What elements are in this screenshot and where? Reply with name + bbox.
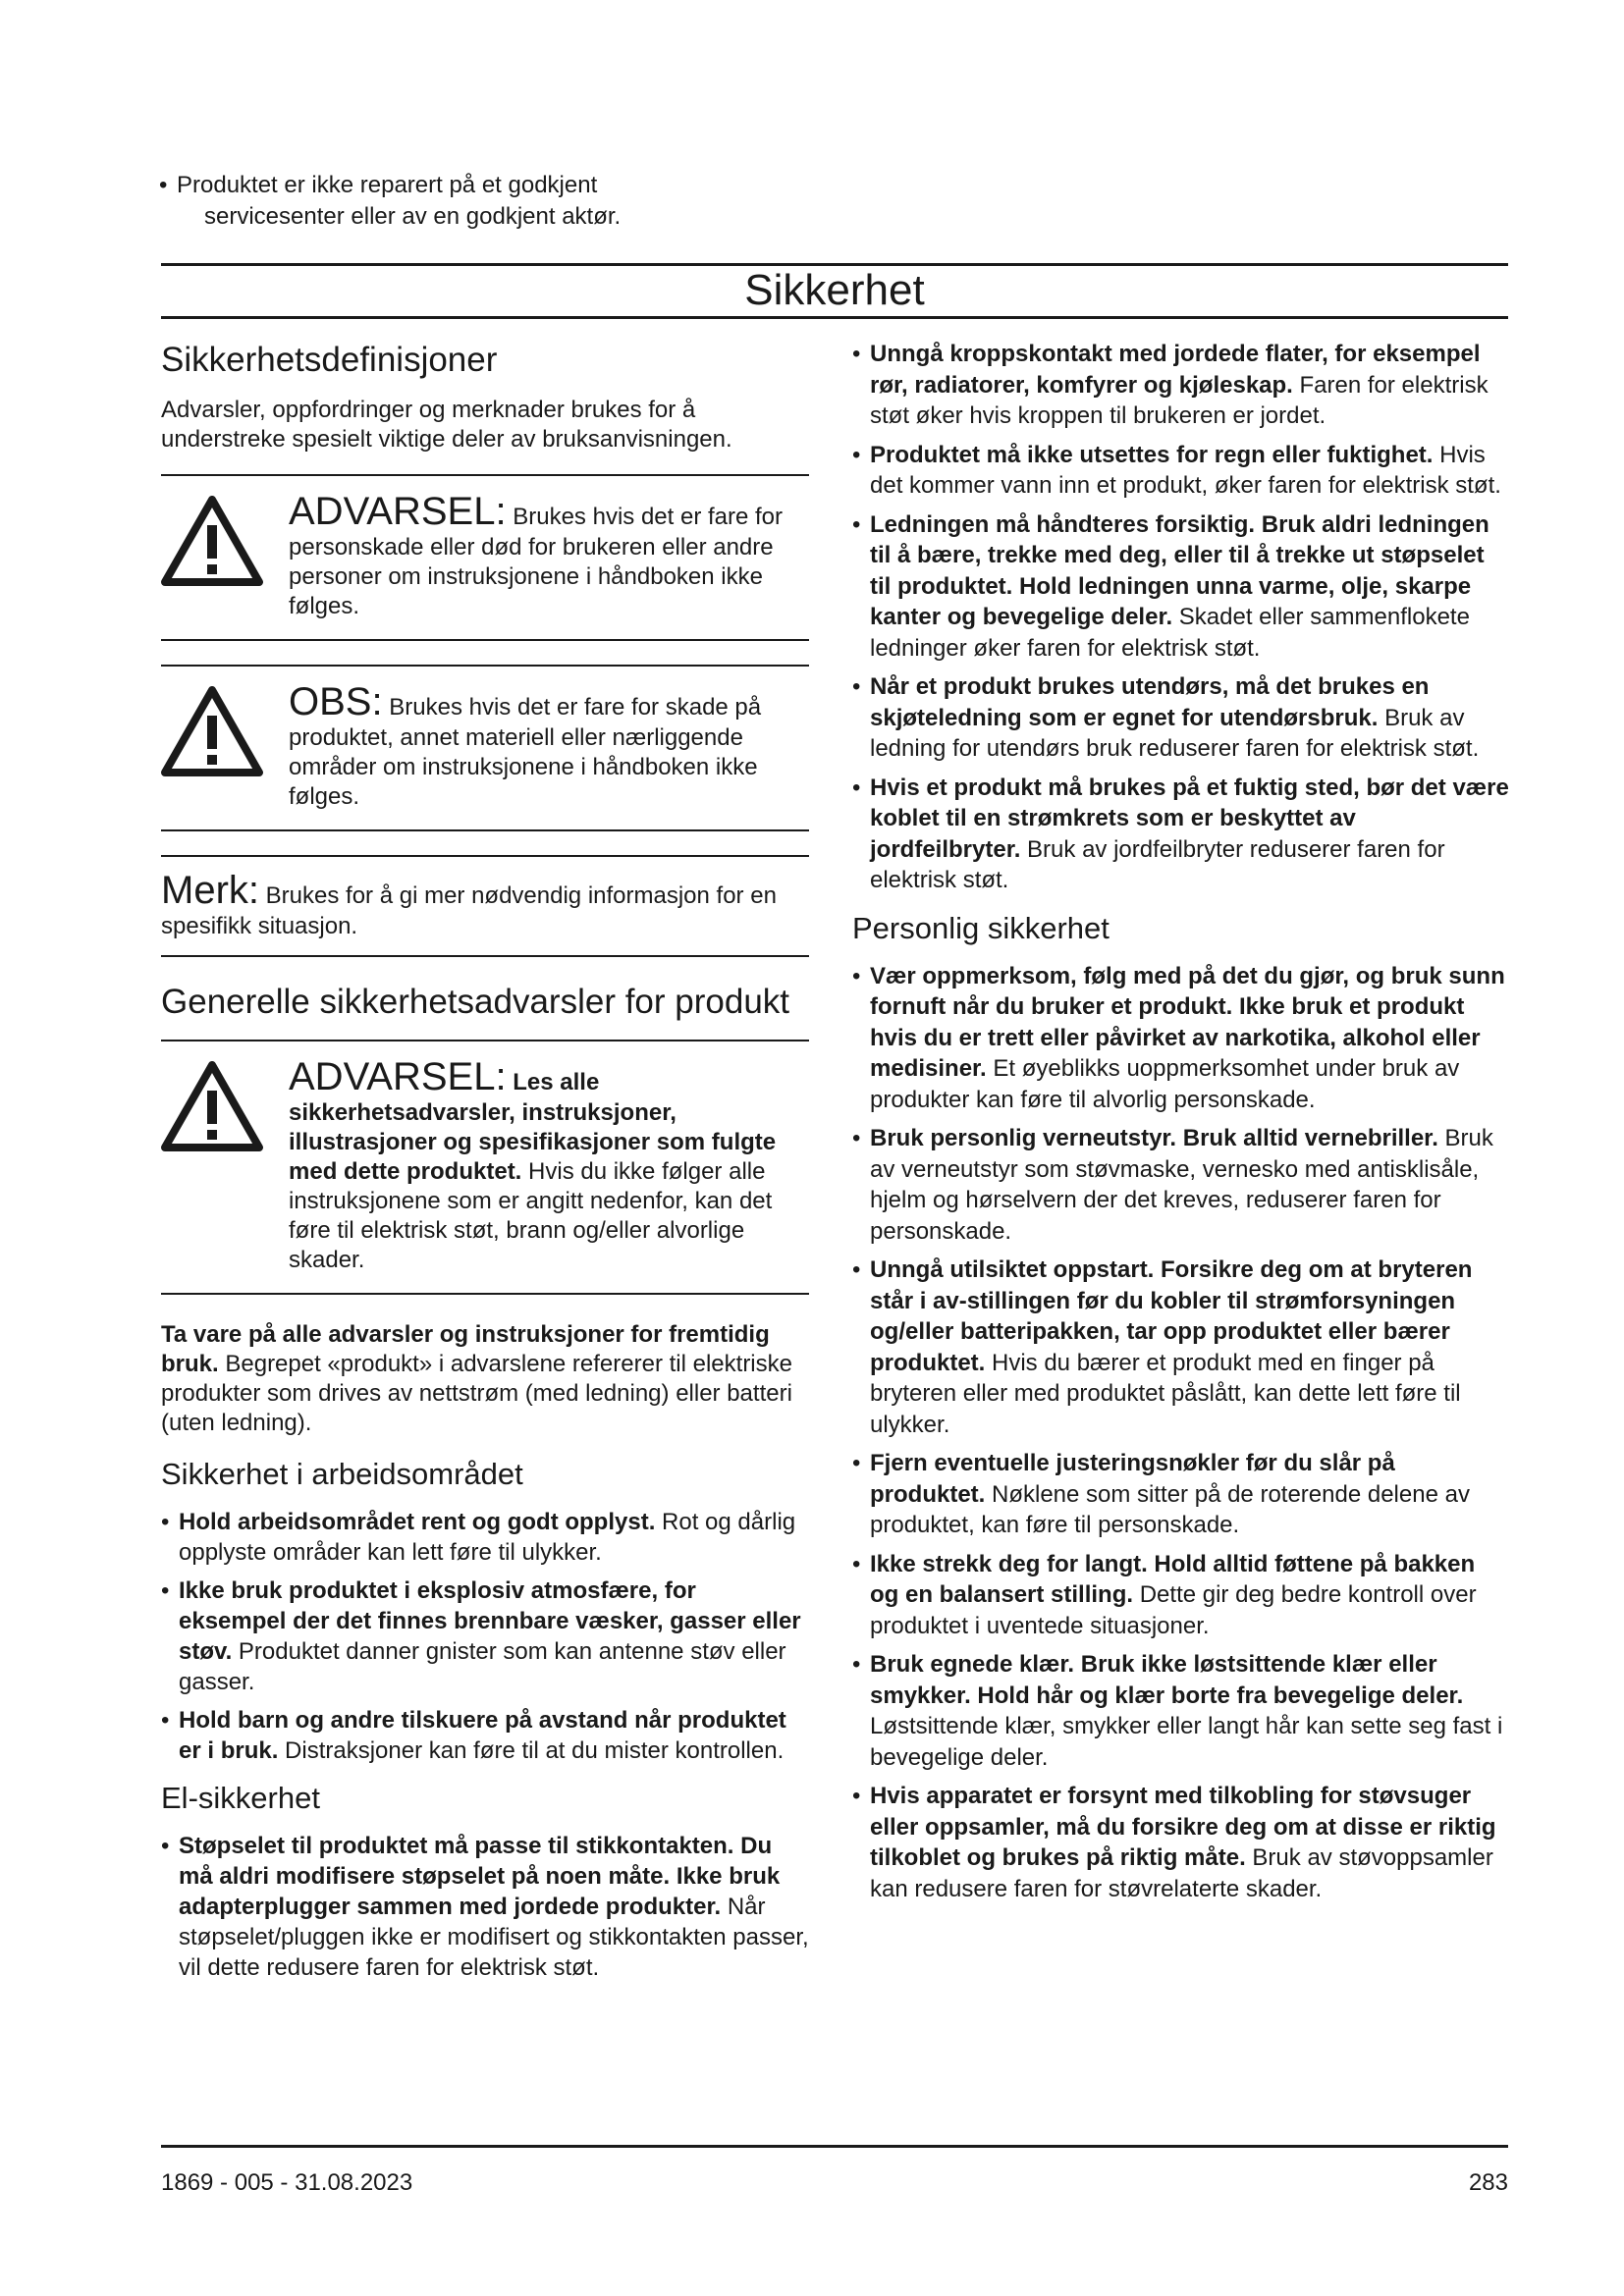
list-item: • Hvis apparatet er forsynt med tilkobling for støvsuger eller oppsamler, må du forsikre deg om at disse er riktig tilkoblet og brukes på riktig måte. Bruk av støvoppsamler kan redusere faren for støvrelaterte skader. (852, 1781, 1510, 1904)
work-area-list (161, 1507, 809, 1766)
list-item: • Når et produkt brukes utendørs, må det brukes en skjøteledning som er egnet for utendørsbruk. Bruk av ledning for utendørs bruk reduserer faren for elektrisk støt. (852, 671, 1510, 765)
footer-divider (161, 2145, 1508, 2148)
warning-triangle-icon (161, 680, 271, 812)
list-item: • Bruk egnede klær. Bruk ikke løstsittende klær eller smykker. Hold hår og klær borte fra bevegelige deler. Løstsittende klær, smykker eller langt hår kan sette seg fast i bevegelige deler. (852, 1649, 1510, 1773)
page-number: 283 (1468, 2169, 1508, 2196)
title-divider-bottom (161, 316, 1508, 319)
list-item: • Ikke strekk deg for langt. Hold alltid føttene på bakken og en balansert stilling. Dette gir deg bedre kontroll over produktet i uventede situasjoner. (852, 1549, 1510, 1642)
caution-text: Brukes hvis det er fare for skade på produktet, annet materiell eller nærliggende områder om instruksjonene i håndboken ikke følges. (289, 694, 762, 810)
page-title: Sikkerhet (744, 266, 925, 314)
definitions-intro: Advarsler, oppfordringer og merknader brukes for å understreke spesielt viktige deler av bruksanvisningen. (161, 397, 732, 453)
definitions-heading: Sikkerhetsdefinisjoner (161, 341, 498, 379)
list-item: • Hvis et produkt må brukes på et fuktig sted, bør det være koblet til en strømkrets som er beskyttet av jordfeilbryter. Bruk av jordfeilbryter reduserer faren for elektrisk støt. (852, 773, 1510, 896)
list-item: • Unngå utilsiktet oppstart. Forsikre deg om at bryteren står i av-stillingen før du kobler til strømforsyningen og/eller batteripakken, tar opp produktet eller bærer produktet. Hvis du bærer et produkt med en finger på bryteren eller med produktet påslått, kan dette lett føre til ulykker. (852, 1255, 1510, 1440)
list-item: • Bruk personlig verneutstyr. Bruk alltid vernebriller. Bruk av verneutstyr som støvmaske, vernesko med antisklisåle, hjelm og hørselvern der det kreves, reduserer faren for personskade. (852, 1123, 1510, 1247)
personal-heading: Personlig sikkerhet (852, 910, 1110, 945)
top-note (159, 170, 846, 233)
list-item: • Produktet er ikke reparert på et godkjent servicesenter eller av en godkjent aktør. (159, 170, 846, 233)
personal-list (852, 961, 1510, 1905)
note-text: Brukes for å gi mer nødvendig informasjon for en spesifikk situasjon. (161, 882, 777, 939)
list-item: • Hold arbeidsområdet rent og godt opplyst. Rot og dårlig opplyste områder kan lett føre til ulykker. (161, 1507, 809, 1568)
general-warning-box (161, 1041, 809, 1293)
list-item: • Ledningen må håndteres forsiktig. Bruk aldri ledningen til å bære, trekke med deg, eller til å trekke ut støpselet til produktet. Hold ledningen unna varme, olje, skarpe kanter og bevegelige deler. Skadet eller sammenflokete ledninger øker faren for elektrisk støt. (852, 509, 1510, 665)
caution-box (161, 667, 809, 829)
general-heading: Generelle sikkerhetsadvarsler for produkt (161, 983, 790, 1021)
general-warning-text: Hvis du ikke følger alle instruksjonene som er angitt nedenfor, kan det føre til elektrisk støt, brann og/eller alvorlige skader. (289, 1158, 773, 1273)
list-item: • Vær oppmerksom, følg med på det du gjør, og bruk sunn fornuft når du bruker et produkt. Ikke bruk et produkt hvis du er trett eller påvirket av narkotika, alkohol eller medisiner. Et øyeblikks uoppmerksomhet under bruk av produkter kan føre til alvorlig personskade. (852, 961, 1510, 1116)
warning-box (161, 476, 809, 639)
list-item: • Hold barn og andre tilskuere på avstand når produktet er i bruk. Distraksjoner kan føre til at du mister kontrollen. (161, 1705, 809, 1766)
footer-doc-id: 1869 - 005 - 31.08.2023 (161, 2169, 413, 2196)
right-column (852, 339, 1510, 1912)
left-column (161, 339, 809, 1991)
list-item: • Produktet må ikke utsettes for regn eller fuktighet. Hvis det kommer vann inn et produkt, øker faren for elektrisk støt. (852, 440, 1510, 502)
general-warning-bold: Les alle sikkerhetsadvarsler, instruksjoner, illustrasjoner og spesifikasjoner som fulgte med dette produktet. (289, 1069, 777, 1185)
note-label: Merk: (161, 869, 259, 912)
warning-label: ADVARSEL: (289, 490, 507, 533)
warning-text: Brukes hvis det er fare for personskade eller død for brukeren eller andre personer om instruksjonene i håndboken ikke følges. (289, 504, 784, 619)
note-box (161, 857, 809, 955)
list-item: • Støpselet til produktet må passe til stikkontakten. Du må aldri modifisere støpselet på noen måte. Ikke bruk adapterplugger sammen med jordede produkter. Når støpselet/pluggen ikke er modifisert og stikkontakten passer, vil dette redusere faren for elektrisk støt. (161, 1831, 809, 1983)
list-item: • Unngå kroppskontakt med jordede flater, for eksempel rør, radiatorer, komfyrer og kjøleskap. Faren for elektrisk støt øker hvis kroppen til brukeren er jordet. (852, 339, 1510, 432)
electrical-list (161, 1831, 809, 1983)
electrical-list-continued (852, 339, 1510, 896)
list-item: • Ikke bruk produktet i eksplosiv atmosfære, for eksempel der det finnes brennbare væsker, gasser eller støv. Produktet danner gnister som kan antenne støv eller gasser. (161, 1575, 809, 1697)
work-area-heading: Sikkerhet i arbeidsområdet (161, 1457, 523, 1491)
general-warning-label: ADVARSEL: (289, 1055, 507, 1098)
list-item: • Fjern eventuelle justeringsnøkler før du slår på produktet. Nøklene som sitter på de roterende delene av produktet, kan føre til personskade. (852, 1448, 1510, 1541)
keep-instructions: Ta vare på alle advarsler og instruksjoner for fremtidig bruk. Begrepet «produkt» i advarslene refererer til elektriske produkter som drives av nettstrøm (med ledning) eller batteri (uten ledning). (161, 1321, 792, 1436)
caution-label: OBS: (289, 680, 383, 723)
warning-triangle-icon (161, 490, 271, 621)
warning-triangle-icon (161, 1055, 271, 1275)
electrical-heading: El-sikkerhet (161, 1781, 320, 1815)
